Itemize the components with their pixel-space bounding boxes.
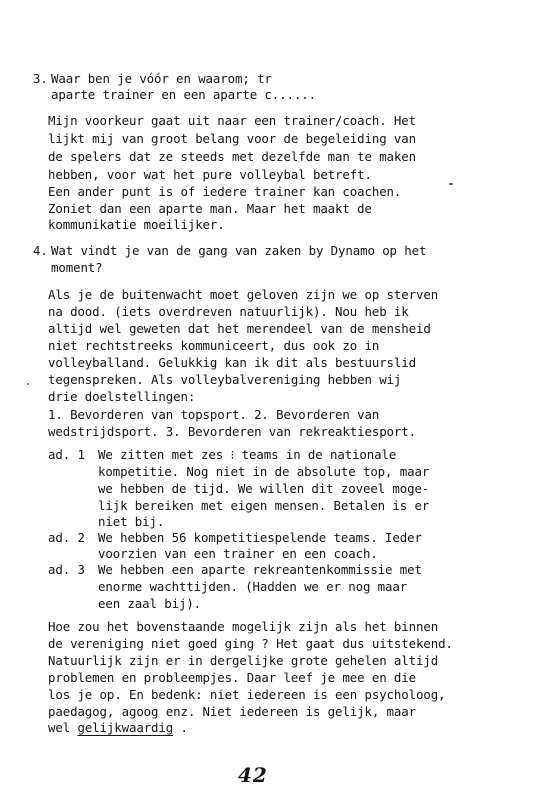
q3-number: 3. [33, 71, 48, 86]
q4-answer-line-5: volleyballand. Gelukkig kan ik dit als bestuurslid [48, 355, 416, 370]
q3-answer-line-6: Zoniet dan een aparte man. Maar het maakt de [48, 201, 372, 216]
closing-last-suffix: . [173, 720, 188, 735]
closing-line-4: problemen en probleempjes. Daar leef je mee en die [48, 670, 416, 685]
q4-answer-line-7: drie doelstellingen: [48, 389, 196, 404]
ad1-line-2: kompetitie. Nog niet in de absolute top, maar [98, 464, 430, 479]
closing-line-2: de vereniging niet goed ging ? Het gaat dus uitstekend. [48, 636, 453, 651]
ad1-line-1: We zitten met zes ⁝ teams in de nationale [98, 447, 397, 462]
q3-question-line-2: aparte trainer en een aparte c...... [51, 87, 316, 102]
ad2-line-2: voorzien van een trainer en een coach. [98, 546, 378, 561]
ad1-line-5: niet bij. [98, 514, 165, 529]
ad1-line-4: lijk bereiken met eigen mensen. Betalen is er [98, 498, 430, 513]
q4-number: 4. [33, 243, 48, 258]
q3-answer-line-7: kommunikatie moeilijker. [48, 217, 225, 232]
page-number: 42 [238, 763, 268, 787]
ad3-line-2: enorme wachttijden. (Hadden we er nog maar [98, 579, 408, 594]
q4-question-line-1: Wat vindt je van de gang van zaken by Dynamo op het [51, 243, 427, 258]
ad2-label: ad. 2 [48, 530, 85, 545]
ad3-line-3: een zaal bij). [98, 596, 202, 611]
closing-line-1: Hoe zou het bovenstaande mogelijk zijn als het binnen [48, 619, 439, 634]
q4-answer-line-1: Als je de buitenwacht moet geloven zijn we op sterven [48, 287, 439, 302]
q3-answer-line-3: de spelers dat ze steeds met dezelfde man te maken [48, 149, 416, 164]
q4-goals-line-1: 1. Bevorderen van topsport. 2. Bevorderen van [48, 407, 380, 422]
scan-speck [449, 183, 453, 185]
closing-line-6: paedagog, agoog enz. Niet iedereen is gelijk, maar [48, 704, 416, 719]
closing-line-7 [48, 719, 188, 736]
q4-goals-line-2: wedstrijdsport. 3. Bevorderen van rekreaktiesport. [48, 424, 416, 439]
closing-last-prefix: wel [48, 720, 78, 735]
ad2-line-1: We hebben 56 kompetitiespelende teams. Ieder [98, 530, 422, 545]
ad1-line-3: we hebben de tijd. We willen dit zoveel moge- [98, 481, 430, 496]
q3-answer-line-1: Mijn voorkeur gaat uit naar een trainer/coach. Het [48, 113, 416, 128]
q3-answer-line-5: Een ander punt is of iedere trainer kan coachen. [48, 184, 402, 199]
q3-question-line-1: Waar ben je vóór en waarom; tr [51, 71, 272, 86]
q4-answer-line-4: niet rechtstreeks kommuniceert, dus ook zo in [48, 338, 380, 353]
q3-answer-line-4: hebben, voor wat het pure volleybal betreft. [48, 167, 372, 182]
underlined-word: gelijkwaardig [77, 720, 174, 735]
q4-question-line-2: moment? [51, 260, 103, 275]
q4-answer-line-3: altijd wel geweten dat het merendeel van de mensheid [48, 321, 431, 336]
closing-line-3: Natuurlijk zijn er in dergelijke grote gehelen altijd [48, 653, 439, 668]
closing-line-5: los je op. En bedenk: niet iedereen is een psycholoog, [48, 687, 446, 702]
ad1-label: ad. 1 [48, 447, 85, 462]
q3-answer-line-2: lijkt mij van groot belang voor de begeleiding van [48, 131, 416, 146]
q4-answer-line-6: tegenspreken. Als volleybalvereniging hebben wij [48, 372, 402, 387]
q4-answer-line-2: na dood. (iets overdreven natuurlijk). Nou heb ik [48, 304, 409, 319]
scan-speck [27, 383, 29, 385]
ad3-label: ad. 3 [48, 562, 85, 577]
ad3-line-1: We hebben een aparte rekreantenkommissie met [98, 562, 422, 577]
